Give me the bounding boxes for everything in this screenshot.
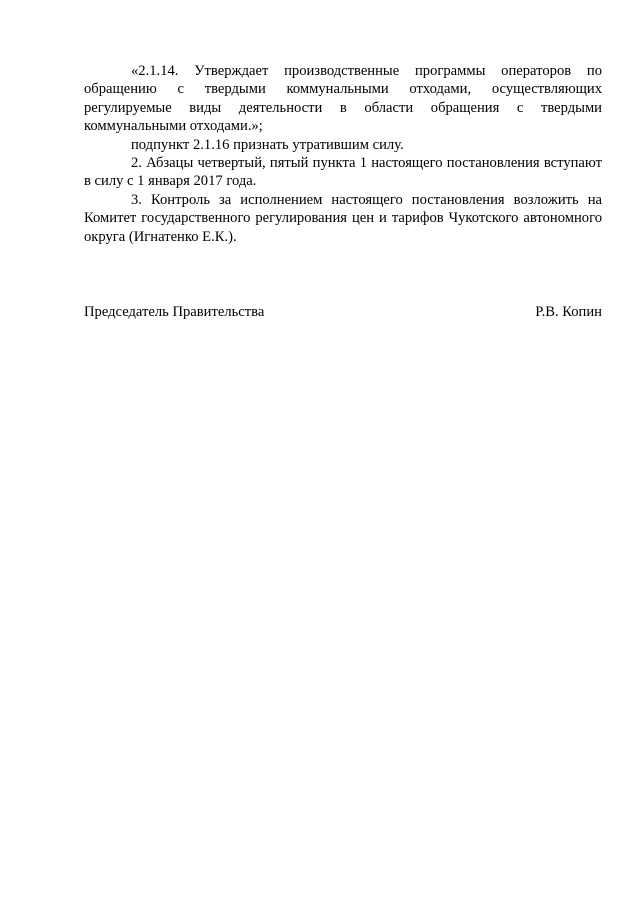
signature-block	[84, 303, 602, 321]
paragraph-control: 3. Контроль за исполнением настоящего постановления возложить на Комитет государственного регулирования цен и тарифов Чукотского автономного округа (Игнатенко Е.К.).	[84, 191, 602, 245]
signatory-name: Р.В. Копин	[535, 304, 602, 320]
paragraph-subclause-2-1-16: подпункт 2.1.16 признать утратившим силу.	[131, 136, 404, 153]
paragraph-effective-date: 2. Абзацы четвертый, пятый пункта 1 настоящего постановления вступают в силу с 1 января 2017 года.	[84, 155, 602, 190]
document-body	[84, 62, 602, 246]
signatory-position: Председатель Правительства	[84, 304, 265, 320]
paragraph-clause-2-1-14: «2.1.14. Утверждает производственные программы операторов по обращению с твердыми коммунальными отходами, осуществляющих регулируемые виды деятельности в области обращения с твердыми коммунальными отходами.»;	[84, 63, 602, 135]
